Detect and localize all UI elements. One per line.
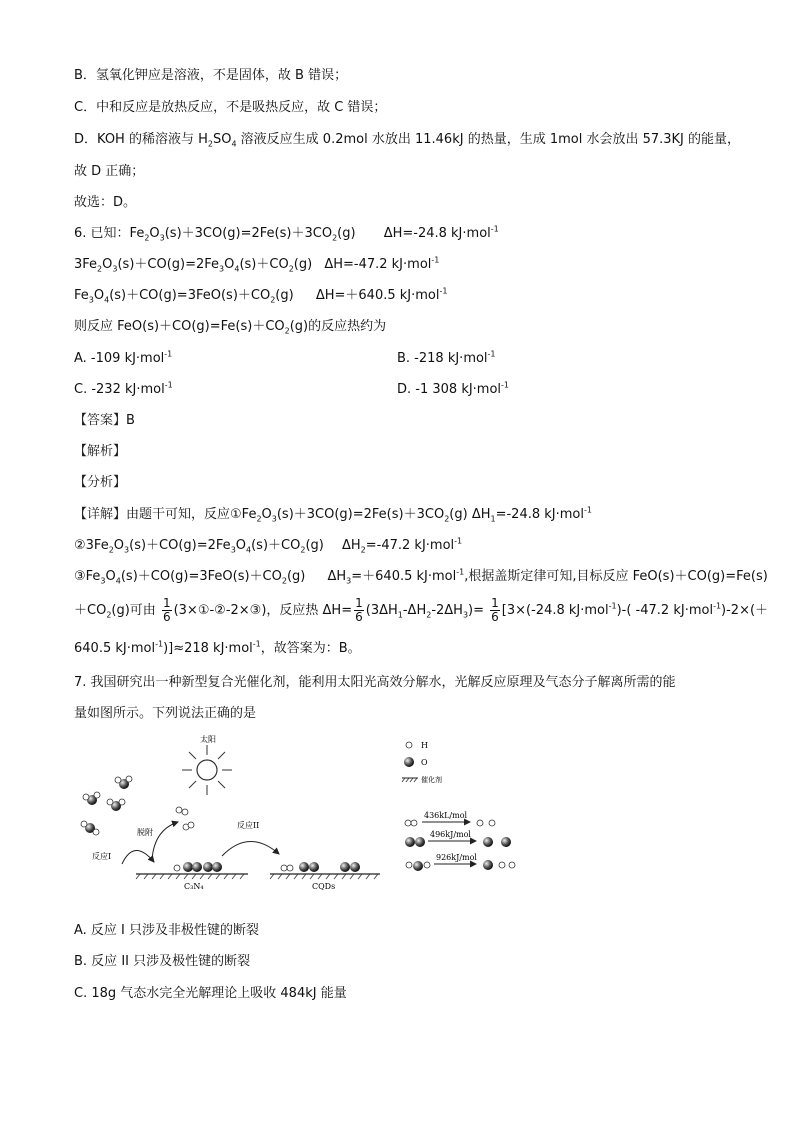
- energy-h2o-label: 926kJ/mol: [436, 853, 477, 862]
- choose-line: 故选：D。: [74, 195, 137, 210]
- analysis-subheading: 【分析】: [74, 475, 127, 490]
- reaction-1-arrow: [122, 850, 154, 864]
- sun-label: 太阳: [200, 735, 216, 744]
- legend-h-label: H: [421, 741, 428, 750]
- detail-line-2: $②3Fe_2O_3(s)+CO(g)=2Fe_3O_4(s)+CO_2(g)$ $\Delta H_2=-47.2$ kJ·mol$^{-1}$: [74, 536, 463, 555]
- cqds-surface: [270, 862, 380, 879]
- fraction-one-sixth: $\frac{1}{6}$: [162, 596, 171, 624]
- detail-line-4: $+CO_2(g)$可由 $\frac{1}{6}$ (3×①-②-2×③)，反应热 ΔH= $\frac{1}{6}$ $(3\Delta H_1-\Delta H_2-2\Delta H_3)=$ $\frac{1}{6}$ [3×(-24.8 kJ·mol$^{-1}$)-( -47.2 kJ·mol$^{-1}$)-2×(＋: [74, 596, 769, 624]
- analysis-heading: 【解析】: [74, 444, 127, 459]
- desorb-arrow: [152, 822, 178, 860]
- cqds-label: CQDs: [312, 882, 336, 890]
- energy-h2-label: 436kL/mol: [424, 811, 468, 820]
- q6-equation-3: $Fe_3O_4(s)+CO(g)=3FeO(s)+CO_2(g)$ ΔH=＋640.5 kJ·mol$^{-1}$: [74, 286, 448, 305]
- detail-line-5: 640.5 kJ·mol$^{-1}$)]≈218 kJ·mol$^{-1}$，故答案为：B。: [74, 639, 361, 656]
- q6-equation-1: 6. 已知：$Fe_2O_3(s)+3CO(g)=2Fe(s)+3CO_2(g)$ ΔH=-24.8 kJ·mol$^{-1}$: [74, 224, 499, 243]
- photocatalysis-figure: [74, 730, 524, 890]
- q6-equation-2: $3Fe_2O_3(s)+CO(g)=2Fe_3O_4(s)+CO_2(g)$ ΔH=-47.2 kJ·mol$^{-1}$: [74, 255, 440, 274]
- q6-option-b: B. -218 kJ·mol$^{-1}$: [397, 349, 496, 366]
- legend-catalyst-label: 催化剂: [421, 776, 442, 784]
- c3n4-label: C₃N₄: [184, 882, 204, 890]
- q7-option-b: B. 反应 II 只涉及极性键的断裂: [74, 954, 251, 969]
- q6-option-a: A. -109 kJ·mol$^{-1}$: [74, 349, 173, 366]
- q6-option-d: D. -1 308 kJ·mol$^{-1}$: [397, 380, 510, 397]
- water-molecules: [81, 776, 132, 835]
- c3n4-catalyst-surface: [136, 862, 248, 879]
- energy-o2-label: 496kJ/mol: [430, 830, 471, 839]
- q6-option-c: C. -232 kJ·mol$^{-1}$: [74, 380, 173, 397]
- detail-line-3: $③Fe_3O_4(s)+CO(g)=3FeO(s)+CO_2(g)$ $\Delta H_3=+640.5$ kJ·mol$^{-1}$,根据盖斯定律可知,目标反应 FeO(s)＋CO(g)=Fe(s): [74, 567, 768, 586]
- q6-question: 则反应 $FeO(s)+CO(g)=Fe(s)+CO_2(g)$的反应热约为: [74, 319, 387, 336]
- dissociation-energies: [405, 811, 515, 871]
- q7-option-a: A. 反应 I 只涉及非极性键的断裂: [74, 923, 260, 938]
- legend-o-label: O: [421, 758, 428, 767]
- sun-icon: [182, 745, 232, 795]
- hydrogen-molecules: [176, 807, 194, 830]
- reaction-1-label: 反应I: [92, 852, 112, 861]
- option-d-continuation: 故 D 正确；: [74, 164, 145, 179]
- reaction-2-label: 反应II: [237, 821, 260, 830]
- q7-stem-line-1: 7. 我国研究出一种新型复合光催化剂，能利用太阳光高效分解水，光解反应原理及气态分子解离所需的能: [74, 675, 676, 690]
- option-d-explanation: D．KOH 的稀溶液与 $H_2SO_4$ 溶液反应生成 0.2mol 水放出 11.46kJ 的热量，生成 1mol 水会放出 57.3KJ 的能量，: [74, 132, 741, 149]
- fraction-one-sixth: $\frac{1}{6}$: [355, 596, 363, 624]
- detail-line-1: 【详解】由题干可知，反应$①Fe_2O_3(s)+3CO(g)=2Fe(s)+3CO_2(g)$ $\Delta H_1=-24.8$ kJ·mol$^{-1}$: [74, 505, 592, 524]
- q7-stem-line-2: 量如图所示。下列说法正确的是: [74, 706, 257, 721]
- answer-line: 【答案】B: [74, 413, 135, 428]
- q7-option-c: C. 18g 气态水完全光解理论上吸收 484kJ 能量: [74, 986, 347, 1001]
- desorb-label: 脱附: [137, 828, 153, 837]
- reaction-2-arrow: [222, 841, 279, 856]
- option-b-explanation: B．氢氧化钾应是溶液，不是固体，故 B 错误；: [74, 68, 348, 83]
- fraction-one-sixth: $\frac{1}{6}$: [491, 596, 499, 624]
- option-c-explanation: C．中和反应是放热反应，不是吸热反应，故 C 错误；: [74, 100, 387, 115]
- legend: [402, 741, 442, 784]
